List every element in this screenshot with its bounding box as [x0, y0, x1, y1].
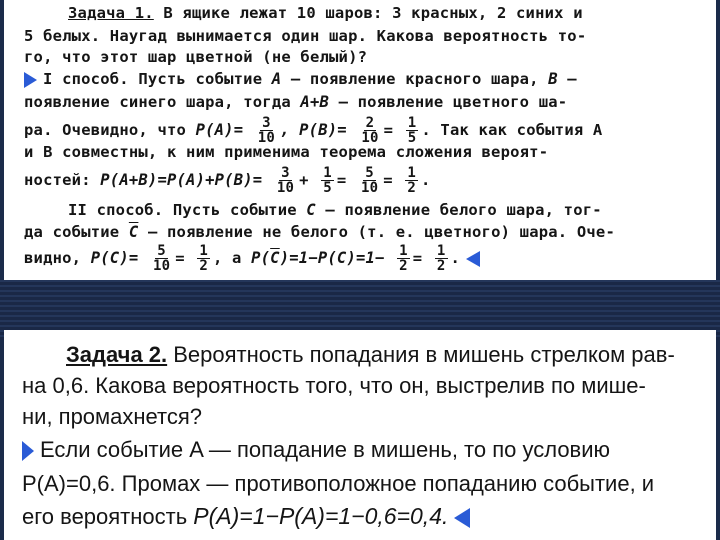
p1-line-7: и B совместны, к ним применима теорема сложения вероят-: [24, 143, 549, 161]
fraction-1-5: [321, 166, 334, 195]
equals-sign: =: [383, 171, 393, 189]
event-a-plus-b: A+B: [300, 93, 330, 111]
fraction-5-10: [151, 244, 172, 273]
event-c-complement: $\overline{C}$: [270, 249, 280, 267]
p1-line-5: [24, 93, 567, 111]
p1-text: . Так как события A: [421, 121, 603, 139]
fraction-1-2: [435, 244, 448, 273]
event-a: A: [271, 70, 282, 88]
formula-pb: , P(B)=: [280, 121, 347, 139]
fraction-numerator: 1: [407, 115, 417, 131]
formula-pa: P(A)=: [195, 121, 244, 139]
p1-text: ностей:: [24, 171, 101, 189]
p1-line-3: го, что этот шар цветной (не белый)?: [24, 48, 368, 66]
addition-formula: P(A+B)=P(A)+P(B)=: [100, 171, 263, 189]
equals-sign: =: [412, 249, 423, 267]
p1-text: видно,: [24, 249, 91, 267]
p2-text: P(A)=0,6. Промах: [22, 471, 201, 496]
fraction-denominator: 10: [361, 130, 379, 146]
p1-text: , а: [212, 249, 252, 267]
event-b: B: [548, 70, 558, 88]
plus-sign: +: [299, 171, 309, 189]
p2-title: Задача 2.: [66, 342, 168, 367]
miss-probability-formula: P(A)=1−P(A)=1−0,6=0,4.: [193, 503, 449, 529]
p2-line-1: [66, 342, 675, 368]
fraction-numerator: 5: [157, 243, 166, 259]
p1-text: — появление не белого (т. е. цветного) шара. Оче-: [138, 223, 615, 241]
p1-text: появление синего шара, тогда: [24, 93, 301, 111]
equals-sign: =: [336, 171, 347, 189]
fraction-denominator: 2: [199, 258, 208, 274]
fraction-1-2: [405, 166, 418, 195]
back-arrow-icon[interactable]: [454, 508, 470, 528]
p1-text: —: [557, 70, 577, 88]
play-arrow-icon[interactable]: [24, 72, 37, 88]
fraction-denominator: 10: [152, 258, 171, 274]
p2-line-6: [22, 503, 470, 530]
p1-text: да событие: [24, 223, 129, 241]
fraction-2-10: [359, 116, 380, 145]
fraction-numerator: 1: [436, 243, 446, 259]
p1-line-11: видно, P(C)= $\frac{5}{10}$ = $\frac{1}{2}$ , а $P(\overline{C})=1-P(C)=1-$ $\frac{1}{2}$ = $\frac{1}{2}$ .: [24, 244, 480, 273]
method-1-text: I способ. Пусть событие: [43, 70, 272, 88]
fraction-numerator: 3: [262, 115, 271, 131]
p2-line-2: на 0,6. Какова вероятность того, что он, выстрелив по мише-: [22, 373, 646, 398]
p2-text: его вероятность: [22, 504, 194, 529]
formula-pcbar: )=1−P(C)=1−: [279, 249, 385, 267]
formula-pcbar: P(: [251, 249, 271, 267]
p2-line-4: [22, 437, 610, 463]
event-c: C: [306, 201, 316, 219]
fraction-numerator: 5: [365, 165, 374, 181]
fraction-numerator: 1: [407, 165, 416, 181]
p1-text: В ящике лежат 10 шаров: 3 красных, 2 синих и: [163, 4, 583, 22]
fraction-numerator: 3: [281, 165, 290, 181]
p1-line-1: [68, 4, 583, 22]
p1-text: — появление белого шара, тог-: [315, 201, 602, 219]
fraction-numerator: 1: [199, 243, 208, 259]
p1-text: — появление цветного ша-: [329, 93, 568, 111]
fraction-denominator: 5: [407, 130, 417, 146]
fraction-denominator: 10: [276, 180, 295, 196]
fraction-denominator: 5: [323, 180, 332, 196]
equals-sign: =: [383, 121, 394, 139]
fraction-numerator: 2: [365, 115, 375, 131]
p1-line-6: [24, 116, 602, 145]
fraction-numerator: 1: [323, 165, 332, 181]
play-arrow-icon[interactable]: [22, 441, 34, 461]
fraction-denominator: 10: [257, 130, 276, 146]
p1-line-2: 5 белых. Наугад вынимается один шар. Какова вероятность то-: [24, 27, 587, 45]
p1-text: ра. Очевидно, что: [24, 121, 196, 139]
p1-text: — появление красного шара,: [281, 70, 549, 88]
fraction-numerator: 1: [399, 243, 408, 259]
p1-line-4: [24, 70, 577, 88]
problem-1-panel: [4, 0, 716, 280]
fraction-denominator: 2: [407, 180, 416, 196]
fraction-3-10: [256, 116, 277, 145]
p1-line-9: [68, 201, 602, 219]
p2-line-5: [22, 471, 654, 497]
p2-text: Вероятность попадания в мишень стрелком рав-: [167, 342, 675, 367]
fraction-denominator: 2: [436, 258, 446, 274]
p2-text: Если событие A — попадание в мишень, то по условию: [40, 437, 611, 462]
fraction-1-2: [197, 244, 210, 273]
fraction-1-2: [397, 244, 410, 273]
fraction-denominator: 10: [360, 180, 379, 196]
problem-2-panel: [4, 330, 716, 540]
p1-line-8: ностей: P(A+B)=P(A)+P(B)= $\frac{3}{10}$ + $\frac{1}{5}$ = $\frac{5}{10}$ = $\frac{1}{2}$ .: [24, 165, 431, 196]
formula-pc: P(C)=: [90, 249, 139, 267]
event-c-complement: $\overline{C}$: [128, 223, 139, 241]
p2-text: — противоположное попаданию событие, и: [200, 471, 655, 496]
fraction-denominator: 2: [399, 258, 408, 274]
fraction-1-5: [406, 116, 419, 145]
back-arrow-icon[interactable]: [466, 251, 480, 267]
p1-title: Задача 1.: [68, 4, 154, 22]
p1-line-10: [24, 223, 615, 241]
p2-line-3: ни, промахнется?: [22, 404, 203, 429]
fraction-3-10: [275, 166, 296, 195]
fraction-5-10: [359, 166, 380, 195]
method-2-text: II способ. Пусть событие: [68, 201, 307, 219]
equals-sign: =: [175, 249, 185, 267]
